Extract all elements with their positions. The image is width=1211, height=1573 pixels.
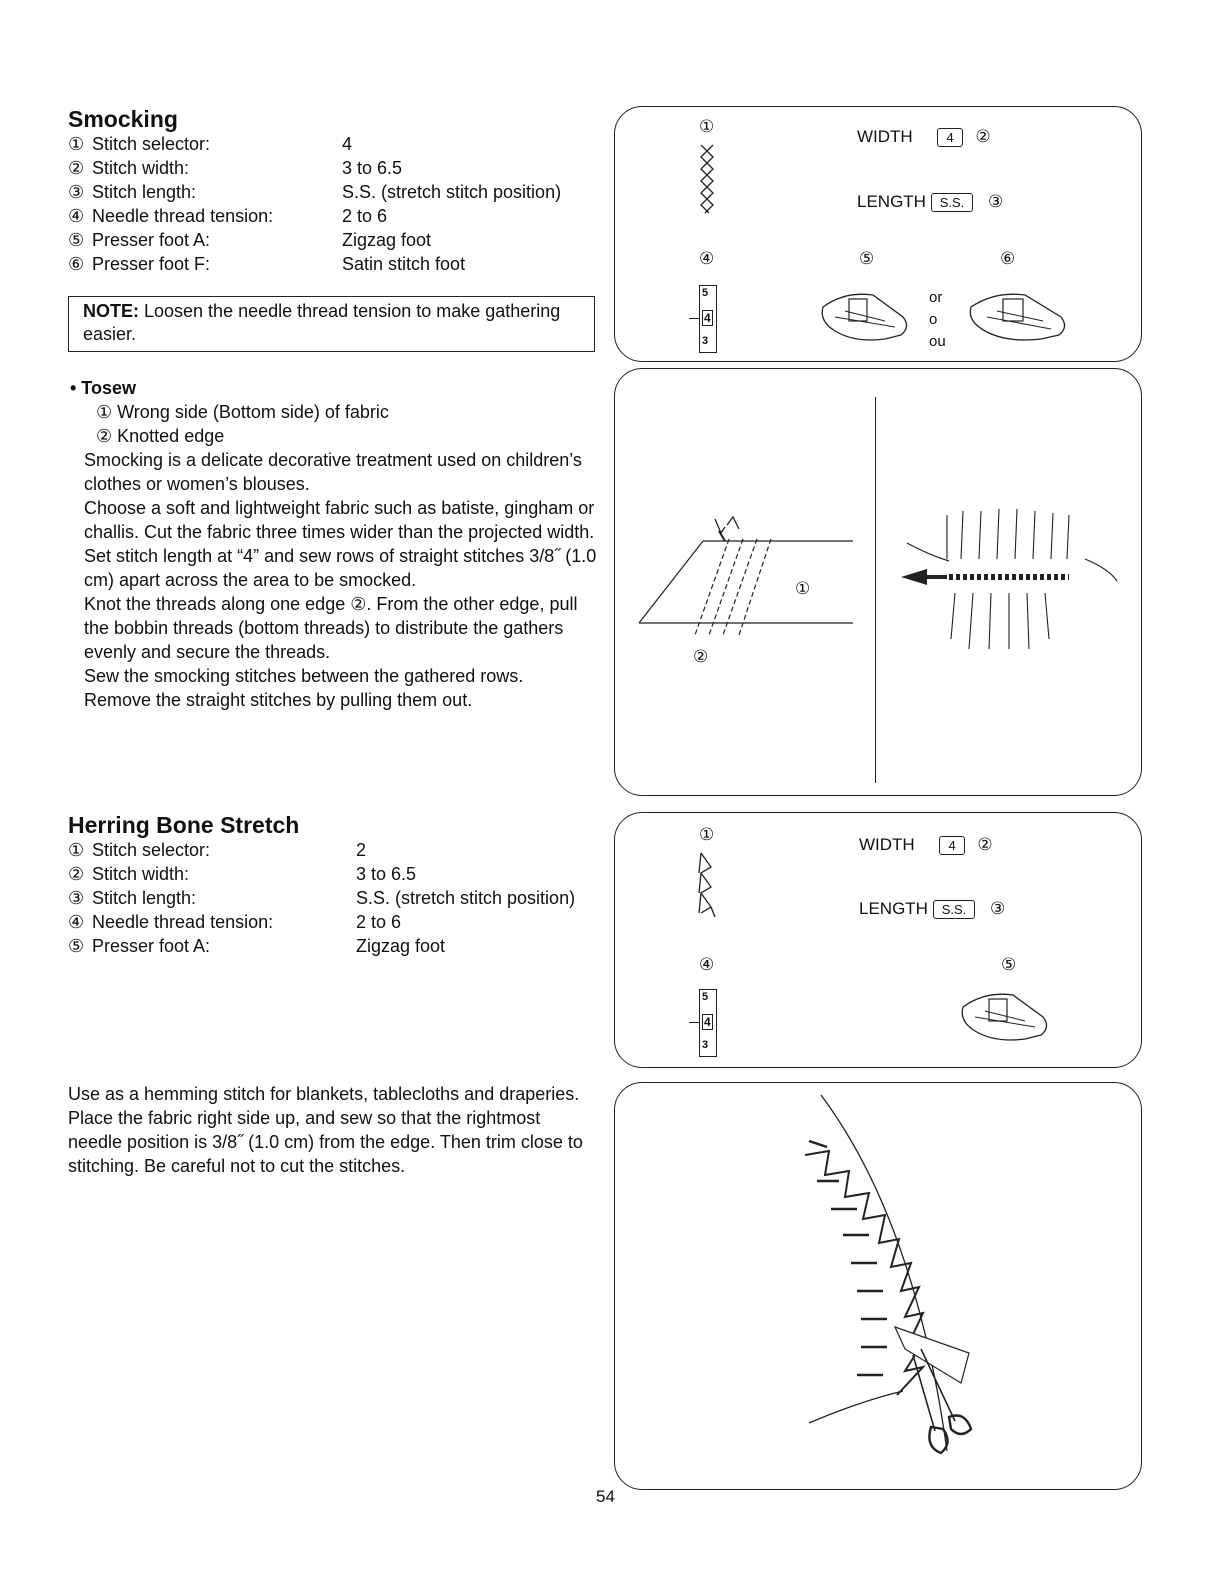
setting-label: Stitch length: bbox=[92, 182, 197, 202]
paragraph: Choose a soft and lightweight fabric such as batiste, gingham or challis. Cut the fabric three times wider than the projected width. Set stitch length at “4” and sew rows of straight stitches 3/8˝ (1.0 cm) apart across the area to be smocked. bbox=[84, 498, 597, 590]
circle-number: ① bbox=[699, 117, 715, 136]
note-text: Loosen the needle thread tension to make gathering easier. bbox=[83, 301, 561, 344]
note-label: NOTE: bbox=[83, 301, 139, 321]
or-label: ou bbox=[929, 333, 946, 350]
herring-bone-instructions bbox=[68, 1082, 598, 1178]
circle-number: ⑤ bbox=[1001, 955, 1017, 974]
setting-num: ⑤ bbox=[68, 936, 85, 956]
width-label: WIDTH bbox=[857, 127, 913, 146]
herring-bone-settings-panel bbox=[614, 812, 1142, 1068]
circle-number: ④ bbox=[699, 955, 715, 974]
smocking-instructions bbox=[84, 448, 599, 712]
circle-number: ② bbox=[975, 127, 991, 146]
or-label: or bbox=[929, 289, 943, 306]
paragraph: Sew the smocking stitches between the gathered rows. bbox=[84, 666, 524, 686]
paragraph: Smocking is a delicate decorative treatment used on children’s clothes or women’s blouses. bbox=[84, 450, 582, 494]
setting-num: ① bbox=[68, 134, 85, 154]
setting-row bbox=[68, 156, 403, 180]
paragraph: Place the fabric right side up, and sew so that the rightmost needle position is 3/8˝ (1.0 cm) from the edge. Then trim close to stitching. Be careful not to cut the stitches. bbox=[68, 1108, 583, 1176]
width-dial: 4 bbox=[937, 128, 962, 147]
length-dial: S.S. bbox=[933, 900, 976, 919]
herring-bone-title: Herring Bone Stretch bbox=[68, 812, 300, 838]
zigzag-foot-icon bbox=[815, 287, 915, 349]
setting-label: Presser foot A: bbox=[92, 230, 211, 250]
setting-row bbox=[68, 180, 562, 204]
setting-num: ⑥ bbox=[68, 254, 85, 274]
tension-dial-icon bbox=[695, 989, 725, 1057]
setting-value: S.S. (stretch stitch position) bbox=[342, 182, 562, 202]
tension-mark: 4 bbox=[704, 311, 711, 325]
length-setting bbox=[859, 899, 1005, 919]
panel-divider bbox=[875, 397, 876, 783]
circle-number: ② bbox=[977, 835, 993, 854]
tension-mark: 4 bbox=[704, 1015, 711, 1029]
setting-label: Presser foot A: bbox=[92, 936, 211, 956]
setting-label: Stitch selector: bbox=[92, 134, 211, 154]
setting-value: 2 to 6 bbox=[342, 206, 388, 226]
paragraph: Knot the threads along one edge ②. From the other edge, pull the bobbin threads (bottom threads) to distribute the gathers evenly and secure the threads. bbox=[84, 594, 578, 662]
note-box bbox=[68, 296, 595, 352]
smocking-title: Smocking bbox=[68, 106, 178, 132]
smocking-illustration-panel bbox=[614, 368, 1142, 796]
setting-label: Needle thread tension: bbox=[92, 206, 274, 226]
setting-row bbox=[68, 910, 402, 934]
setting-value: S.S. (stretch stitch position) bbox=[356, 888, 576, 908]
tosew-heading: • Tosew bbox=[70, 378, 136, 398]
hemming-illustration-panel bbox=[614, 1082, 1142, 1490]
setting-row bbox=[68, 862, 417, 886]
hemming-illustration bbox=[765, 1091, 995, 1483]
setting-value: 2 to 6 bbox=[356, 912, 402, 932]
tosew-item: ② Knotted edge bbox=[96, 426, 225, 446]
smocking-settings-panel bbox=[614, 106, 1142, 362]
setting-num: ⑤ bbox=[68, 230, 85, 250]
setting-row bbox=[68, 228, 432, 252]
setting-value: Zigzag foot bbox=[356, 936, 446, 956]
circle-number: ④ bbox=[699, 249, 715, 268]
width-label: WIDTH bbox=[859, 835, 915, 854]
width-setting bbox=[859, 835, 993, 855]
setting-num: ④ bbox=[68, 912, 85, 932]
smocked-gathers-illustration bbox=[889, 499, 1119, 659]
setting-row bbox=[68, 838, 367, 862]
circle-number: ① bbox=[699, 825, 715, 844]
circle-number: ⑤ bbox=[859, 249, 875, 268]
setting-row bbox=[68, 204, 388, 228]
length-dial: S.S. bbox=[931, 193, 974, 212]
circle-number: ③ bbox=[988, 192, 1004, 211]
setting-value: Satin stitch foot bbox=[342, 254, 466, 274]
setting-value: 3 to 6.5 bbox=[356, 864, 417, 884]
zigzag-foot-icon bbox=[955, 987, 1055, 1051]
tosew-item: ① Wrong side (Bottom side) of fabric bbox=[96, 402, 389, 422]
setting-value: Zigzag foot bbox=[342, 230, 432, 250]
paragraph: Use as a hemming stitch for blankets, tablecloths and draperies. bbox=[68, 1084, 580, 1104]
setting-label: Stitch width: bbox=[92, 158, 190, 178]
circle-number: ① bbox=[795, 579, 811, 598]
setting-label: Stitch length: bbox=[92, 888, 197, 908]
setting-value: 2 bbox=[356, 840, 367, 860]
paragraph: Remove the straight stitches by pulling them out. bbox=[84, 690, 473, 710]
smocking-stitch-icon bbox=[697, 143, 717, 215]
setting-row bbox=[68, 132, 353, 156]
circle-number: ③ bbox=[990, 899, 1006, 918]
setting-row bbox=[68, 252, 466, 276]
fabric-rows-illustration bbox=[635, 489, 865, 669]
tension-mark: 3 bbox=[702, 1039, 709, 1051]
tension-dial-icon bbox=[695, 285, 725, 353]
setting-num: ④ bbox=[68, 206, 85, 226]
width-setting bbox=[857, 127, 991, 147]
length-label: LENGTH bbox=[857, 192, 926, 211]
or-label: o bbox=[929, 311, 938, 328]
tension-mark: 5 bbox=[702, 287, 709, 299]
setting-row bbox=[68, 934, 446, 958]
setting-num: ③ bbox=[68, 888, 85, 908]
page-number: 54 bbox=[596, 1487, 615, 1506]
tension-mark: 5 bbox=[702, 991, 709, 1003]
setting-value: 3 to 6.5 bbox=[342, 158, 403, 178]
setting-label: Presser foot F: bbox=[92, 254, 211, 274]
herring-bone-stitch-icon bbox=[697, 849, 717, 921]
setting-label: Stitch width: bbox=[92, 864, 190, 884]
setting-num: ② bbox=[68, 158, 85, 178]
setting-value: 4 bbox=[342, 134, 353, 154]
setting-label: Needle thread tension: bbox=[92, 912, 274, 932]
circle-number: ⑥ bbox=[1000, 249, 1016, 268]
setting-num: ③ bbox=[68, 182, 85, 202]
width-dial: 4 bbox=[939, 836, 964, 855]
length-setting bbox=[857, 192, 1003, 212]
setting-label: Stitch selector: bbox=[92, 840, 211, 860]
length-label: LENGTH bbox=[859, 899, 928, 918]
tension-mark: 3 bbox=[702, 335, 709, 347]
circle-number: ② bbox=[693, 647, 709, 666]
setting-num: ② bbox=[68, 864, 85, 884]
satin-stitch-foot-icon bbox=[965, 285, 1075, 351]
setting-row bbox=[68, 886, 576, 910]
setting-num: ① bbox=[68, 840, 85, 860]
